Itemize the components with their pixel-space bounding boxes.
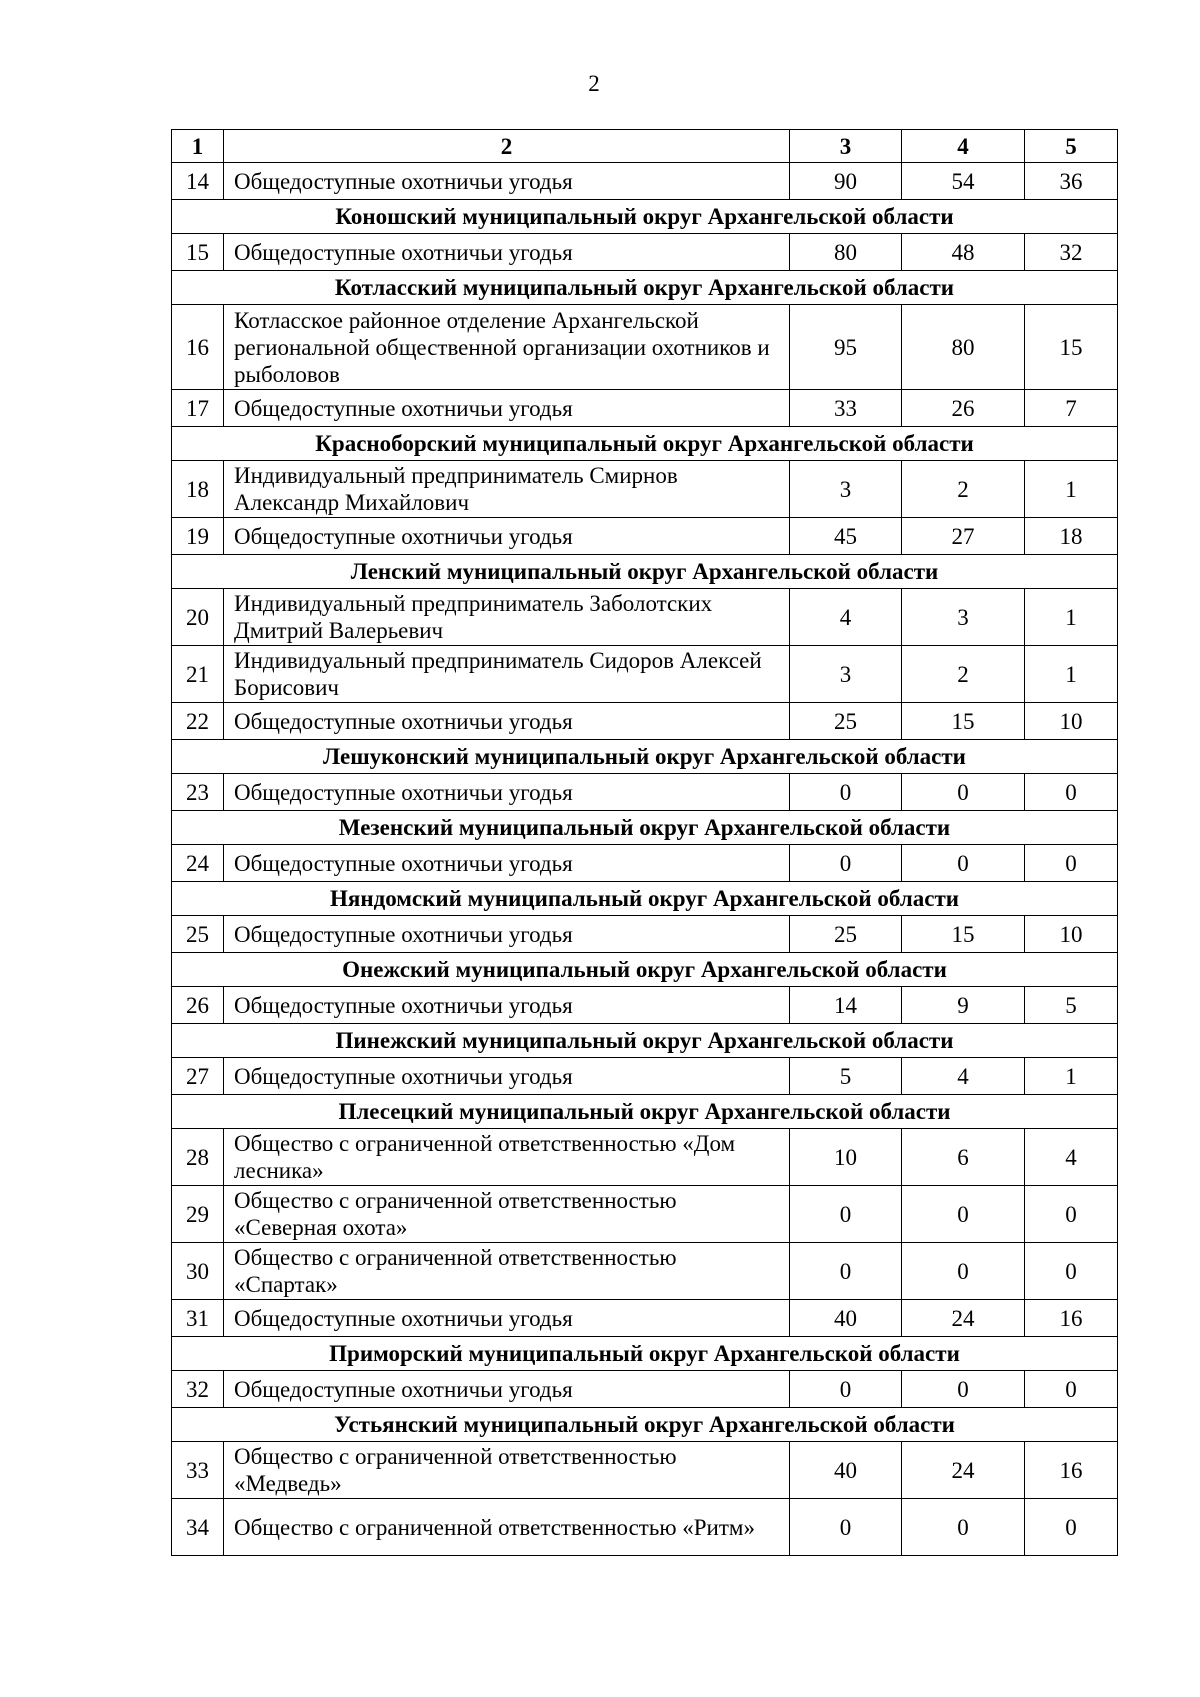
value-col-4: 2 [902, 461, 1025, 518]
column-header-row [172, 130, 1118, 163]
column-header: 2 [224, 130, 790, 163]
column-header: 3 [790, 130, 902, 163]
section-title: Коношский муниципальный округ Архангельской области [172, 200, 1118, 234]
row-number: 29 [172, 1186, 224, 1243]
section-title: Устьянский муниципальный округ Архангельской области [172, 1408, 1118, 1442]
section-title: Красноборский муниципальный округ Архангельской области [172, 427, 1118, 461]
row-name: Общедоступные охотничьи угодья [224, 163, 790, 200]
value-col-5: 16 [1025, 1300, 1118, 1337]
value-col-3: 4 [790, 589, 902, 646]
value-col-5: 1 [1025, 461, 1118, 518]
row-number: 15 [172, 234, 224, 271]
value-col-3: 3 [790, 461, 902, 518]
section-header-row [172, 427, 1118, 461]
table-row [172, 589, 1118, 646]
section-header-row [172, 1337, 1118, 1371]
value-col-5: 7 [1025, 390, 1118, 427]
row-number: 19 [172, 518, 224, 555]
row-name: Общество с ограниченной ответственностью «Ритм» [224, 1499, 790, 1556]
table-body [172, 130, 1118, 1556]
value-col-5: 0 [1025, 1243, 1118, 1300]
table-row [172, 987, 1118, 1024]
value-col-5: 18 [1025, 518, 1118, 555]
row-number: 14 [172, 163, 224, 200]
row-number: 18 [172, 461, 224, 518]
row-number: 22 [172, 703, 224, 740]
table-row [172, 1186, 1118, 1243]
column-header: 5 [1025, 130, 1118, 163]
table-row [172, 1129, 1118, 1186]
value-col-5: 0 [1025, 1499, 1118, 1556]
value-col-5: 16 [1025, 1442, 1118, 1499]
section-title: Лешуконский муниципальный округ Архангельской области [172, 740, 1118, 774]
value-col-4: 2 [902, 646, 1025, 703]
row-name: Общество с ограниченной ответственностью «Северная охота» [224, 1186, 790, 1243]
value-col-4: 0 [902, 1186, 1025, 1243]
section-header-row [172, 811, 1118, 845]
value-col-4: 26 [902, 390, 1025, 427]
row-name: Общедоступные охотничьи угодья [224, 390, 790, 427]
value-col-4: 0 [902, 845, 1025, 882]
table-row [172, 646, 1118, 703]
row-name: Общедоступные охотничьи угодья [224, 703, 790, 740]
row-name: Общедоступные охотничьи угодья [224, 234, 790, 271]
value-col-4: 0 [902, 774, 1025, 811]
value-col-4: 9 [902, 987, 1025, 1024]
value-col-3: 0 [790, 1371, 902, 1408]
value-col-4: 4 [902, 1058, 1025, 1095]
value-col-3: 0 [790, 774, 902, 811]
value-col-3: 0 [790, 845, 902, 882]
row-number: 20 [172, 589, 224, 646]
row-number: 17 [172, 390, 224, 427]
row-number: 24 [172, 845, 224, 882]
row-name: Общество с ограниченной ответственностью «Спартак» [224, 1243, 790, 1300]
row-number: 27 [172, 1058, 224, 1095]
table-row [172, 774, 1118, 811]
value-col-5: 0 [1025, 845, 1118, 882]
row-number: 32 [172, 1371, 224, 1408]
table-row [172, 703, 1118, 740]
value-col-4: 80 [902, 305, 1025, 390]
row-name: Котласское районное отделение Архангельской региональной общественной организации охотников и рыболовов [224, 305, 790, 390]
table-row [172, 163, 1118, 200]
row-name: Индивидуальный предприниматель Заболотских Дмитрий Валерьевич [224, 589, 790, 646]
value-col-5: 0 [1025, 1371, 1118, 1408]
table-row [172, 916, 1118, 953]
row-name: Индивидуальный предприниматель Смирнов Александр Михайлович [224, 461, 790, 518]
section-title: Плесецкий муниципальный округ Архангельской области [172, 1095, 1118, 1129]
value-col-4: 6 [902, 1129, 1025, 1186]
section-title: Няндомский муниципальный округ Архангельской области [172, 882, 1118, 916]
value-col-5: 1 [1025, 1058, 1118, 1095]
value-col-3: 80 [790, 234, 902, 271]
value-col-4: 15 [902, 703, 1025, 740]
row-name: Общедоступные охотничьи угодья [224, 774, 790, 811]
value-col-4: 15 [902, 916, 1025, 953]
row-number: 25 [172, 916, 224, 953]
row-name: Общедоступные охотничьи угодья [224, 518, 790, 555]
row-name: Общедоступные охотничьи угодья [224, 916, 790, 953]
row-number: 21 [172, 646, 224, 703]
section-title: Мезенский муниципальный округ Архангельской области [172, 811, 1118, 845]
hunting-grounds-table [171, 129, 1118, 1556]
value-col-5: 36 [1025, 163, 1118, 200]
value-col-3: 0 [790, 1186, 902, 1243]
value-col-5: 1 [1025, 589, 1118, 646]
section-header-row [172, 1024, 1118, 1058]
row-name: Общедоступные охотничьи угодья [224, 1300, 790, 1337]
row-name: Общедоступные охотничьи угодья [224, 1058, 790, 1095]
value-col-3: 3 [790, 646, 902, 703]
value-col-5: 10 [1025, 916, 1118, 953]
value-col-4: 48 [902, 234, 1025, 271]
table-row [172, 845, 1118, 882]
section-header-row [172, 1408, 1118, 1442]
value-col-3: 25 [790, 703, 902, 740]
section-title: Приморский муниципальный округ Архангельской области [172, 1337, 1118, 1371]
value-col-4: 3 [902, 589, 1025, 646]
row-number: 34 [172, 1499, 224, 1556]
section-header-row [172, 740, 1118, 774]
value-col-3: 40 [790, 1300, 902, 1337]
value-col-3: 25 [790, 916, 902, 953]
row-name: Общедоступные охотничьи угодья [224, 987, 790, 1024]
value-col-5: 5 [1025, 987, 1118, 1024]
value-col-3: 0 [790, 1243, 902, 1300]
value-col-3: 5 [790, 1058, 902, 1095]
value-col-5: 0 [1025, 774, 1118, 811]
section-header-row [172, 953, 1118, 987]
section-header-row [172, 1095, 1118, 1129]
value-col-5: 4 [1025, 1129, 1118, 1186]
table-row [172, 461, 1118, 518]
table-row [172, 1300, 1118, 1337]
table-row [172, 1499, 1118, 1556]
value-col-4: 0 [902, 1499, 1025, 1556]
value-col-4: 24 [902, 1300, 1025, 1337]
section-header-row [172, 882, 1118, 916]
value-col-3: 33 [790, 390, 902, 427]
value-col-5: 10 [1025, 703, 1118, 740]
row-number: 30 [172, 1243, 224, 1300]
row-number: 31 [172, 1300, 224, 1337]
section-title: Онежский муниципальный округ Архангельской области [172, 953, 1118, 987]
table-row [172, 1058, 1118, 1095]
value-col-3: 95 [790, 305, 902, 390]
section-header-row [172, 200, 1118, 234]
section-header-row [172, 555, 1118, 589]
value-col-3: 0 [790, 1499, 902, 1556]
table-row [172, 1243, 1118, 1300]
value-col-5: 1 [1025, 646, 1118, 703]
table-row [172, 390, 1118, 427]
value-col-3: 10 [790, 1129, 902, 1186]
value-col-5: 32 [1025, 234, 1118, 271]
section-title: Ленский муниципальный округ Архангельской области [172, 555, 1118, 589]
value-col-4: 0 [902, 1371, 1025, 1408]
value-col-3: 40 [790, 1442, 902, 1499]
table-row [172, 518, 1118, 555]
row-name: Общество с ограниченной ответственностью «Медведь» [224, 1442, 790, 1499]
value-col-5: 0 [1025, 1186, 1118, 1243]
section-title: Котласский муниципальный округ Архангельской области [172, 271, 1118, 305]
value-col-5: 15 [1025, 305, 1118, 390]
table-row [172, 305, 1118, 390]
row-name: Общедоступные охотничьи угодья [224, 1371, 790, 1408]
row-number: 26 [172, 987, 224, 1024]
row-number: 23 [172, 774, 224, 811]
row-name: Общедоступные охотничьи угодья [224, 845, 790, 882]
value-col-4: 27 [902, 518, 1025, 555]
value-col-4: 24 [902, 1442, 1025, 1499]
value-col-3: 45 [790, 518, 902, 555]
row-name: Общество с ограниченной ответственностью «Дом лесника» [224, 1129, 790, 1186]
section-title: Пинежский муниципальный округ Архангельской области [172, 1024, 1118, 1058]
section-header-row [172, 271, 1118, 305]
page-number: 2 [588, 71, 600, 96]
row-name: Индивидуальный предприниматель Сидоров Алексей Борисович [224, 646, 790, 703]
value-col-4: 54 [902, 163, 1025, 200]
table-row [172, 234, 1118, 271]
table-row [172, 1371, 1118, 1408]
row-number: 33 [172, 1442, 224, 1499]
row-number: 28 [172, 1129, 224, 1186]
column-header: 4 [902, 130, 1025, 163]
value-col-4: 0 [902, 1243, 1025, 1300]
value-col-3: 90 [790, 163, 902, 200]
column-header: 1 [172, 130, 224, 163]
table-row [172, 1442, 1118, 1499]
value-col-3: 14 [790, 987, 902, 1024]
row-number: 16 [172, 305, 224, 390]
